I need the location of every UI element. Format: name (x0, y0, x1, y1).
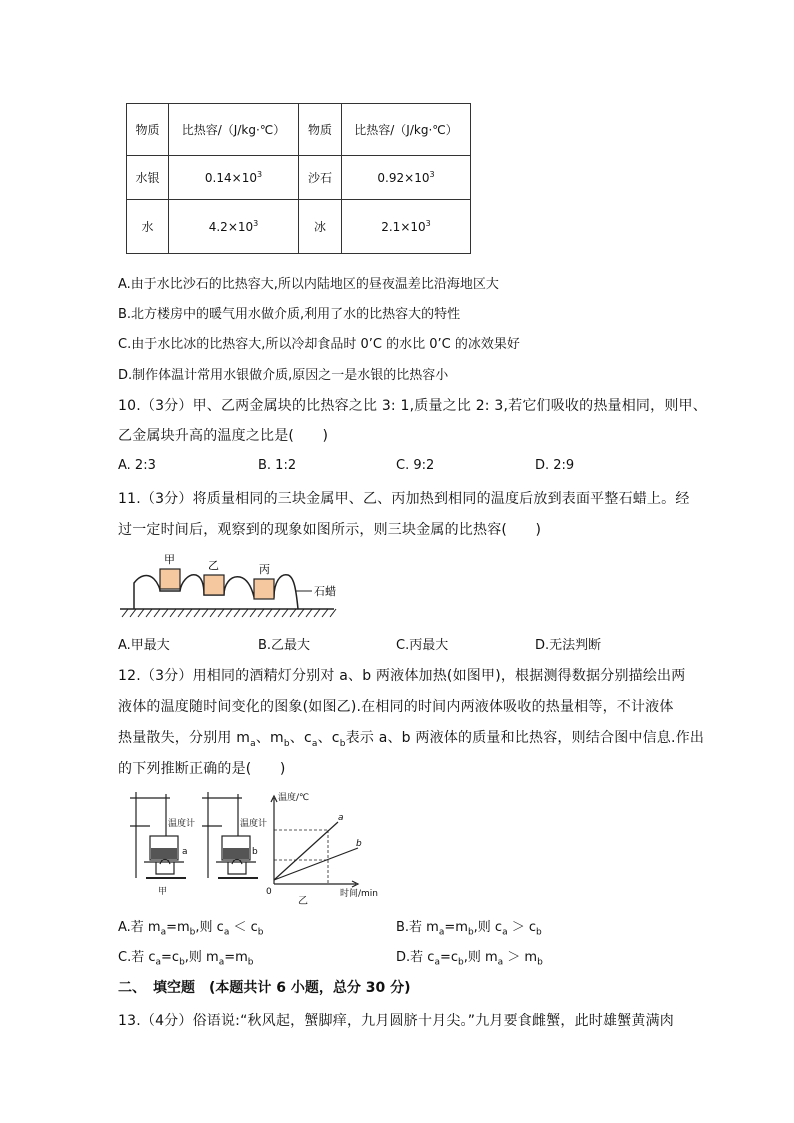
q10-option-d: D. 2:9 (535, 458, 575, 473)
label-jia: 甲 (164, 553, 175, 566)
q10-stem: 10.（3分）甲、乙两金属块的比热容之比 3: 1,质量之比 2: 3,若它们吸收的热量相同，则甲、 (118, 398, 707, 414)
table-cell: 冰 (299, 200, 342, 254)
q11-option-d: D.无法判断 (535, 638, 602, 653)
q12-stem: 液体的温度随时间变化的图象(如图乙).在相同的时间内两液体吸收的热量相等，不计液体 (118, 699, 674, 715)
q9-option-b: B.北方楼房中的暖气用水做介质,利用了水的比热容大的特性 (118, 307, 461, 322)
q10-stem: 乙金属块升高的温度之比是( ) (118, 428, 329, 444)
table-cell: $2.1\times 10^3$ (342, 200, 471, 254)
block-yi (204, 575, 224, 595)
q12-stem: 12.（3分）用相同的酒精灯分别对 a、b 两液体加热(如图甲)，根据测得数据分别描绘出两 (118, 668, 686, 684)
heating-experiment-figure (126, 788, 386, 906)
section-heading: 二、 填空题 (本题共计 6 小题，总分 30 分) (118, 980, 411, 996)
table-cell: $0.92\times 10^3$ (342, 156, 471, 200)
graph-origin: 0 (266, 887, 272, 897)
q12-stem: 热量散失，分别用 $m_a$、$m_b$、$c_a$、$c_b$表示 a、b 两液体的质量和比热容，则结合图中信息.作出 (118, 730, 705, 749)
label-paraffin: 石蜡 (314, 585, 336, 598)
graph-ylabel: 温度/℃ (278, 793, 310, 803)
table-header: 比热容/（J/kg·℃） (342, 104, 471, 156)
figure-jia-label: 甲 (158, 887, 168, 897)
heat-capacity-table (126, 103, 471, 254)
table-cell: $0.14\times 10^3$ (169, 156, 299, 200)
liquid-a-label: a (182, 847, 188, 857)
graph-line-b-label: b (356, 839, 362, 849)
block-bing (254, 579, 274, 599)
q10-option-b: B. 1:2 (258, 458, 297, 473)
q13-stem: 13.（4分）俗语说:“秋风起，蟹脚痒，九月圆脐十月尖。”九月要食雌蟹，此时雄蟹黄满肉 (118, 1013, 674, 1029)
q12-option-d: D.若 $c_a=c_b$,则 $m_a > m_b$ (396, 950, 543, 968)
q12-option-b: B.若 $m_a=m_b$,则 $c_a > c_b$ (396, 920, 542, 938)
thermometer-label: 温度计 (168, 819, 196, 829)
q11-stem: 11.（3分）将质量相同的三块金属甲、乙、丙加热到相同的温度后放到表面平整石蜡上。经 (118, 491, 690, 507)
q11-stem: 过一定时间后，观察到的现象如图所示，则三块金属的比热容( ) (118, 522, 542, 538)
figure-yi-label: 乙 (298, 896, 308, 906)
q9-option-a: A.由于水比沙石的比热容大,所以内陆地区的昼夜温差比沿海地区大 (118, 277, 499, 292)
q9-option-c: C.由于水比冰的比热容大,所以冷却食品时 0’C 的水比 0’C 的冰效果好 (118, 337, 520, 352)
label-bing: 丙 (259, 563, 270, 576)
q12-option-c: C.若 $c_a=c_b$,则 $m_a=m_b$ (118, 950, 254, 968)
liquid-b-label: b (252, 847, 258, 857)
table-cell: $4.2\times 10^3$ (169, 200, 299, 254)
table-cell: 水 (127, 200, 169, 254)
table-header: 物质 (299, 104, 342, 156)
graph-xlabel: 时间/min (340, 889, 379, 899)
table-header: 物质 (127, 104, 169, 156)
table-cell: 沙石 (299, 156, 342, 200)
q11-option-a: A.甲最大 (118, 638, 170, 653)
table-cell: 水银 (127, 156, 169, 200)
q12-option-a: A.若 $m_a=m_b$,则 $c_a < c_b$ (118, 920, 264, 938)
thermometer-label: 温度计 (240, 819, 268, 829)
table-header: 比热容/（J/kg·℃） (169, 104, 299, 156)
paraffin-figure (118, 545, 358, 623)
graph-line-a-label: a (338, 813, 344, 823)
block-jia (160, 569, 180, 589)
q11-option-c: C.丙最大 (396, 638, 449, 653)
q10-option-a: A. 2:3 (118, 458, 156, 473)
label-yi: 乙 (208, 559, 219, 572)
q12-stem: 的下列推断正确的是( ) (118, 761, 286, 777)
q9-option-d: D.制作体温计常用水银做介质,原因之一是水银的比热容小 (118, 368, 449, 383)
q10-option-c: C. 9:2 (396, 458, 435, 473)
q11-option-b: B.乙最大 (258, 638, 311, 653)
